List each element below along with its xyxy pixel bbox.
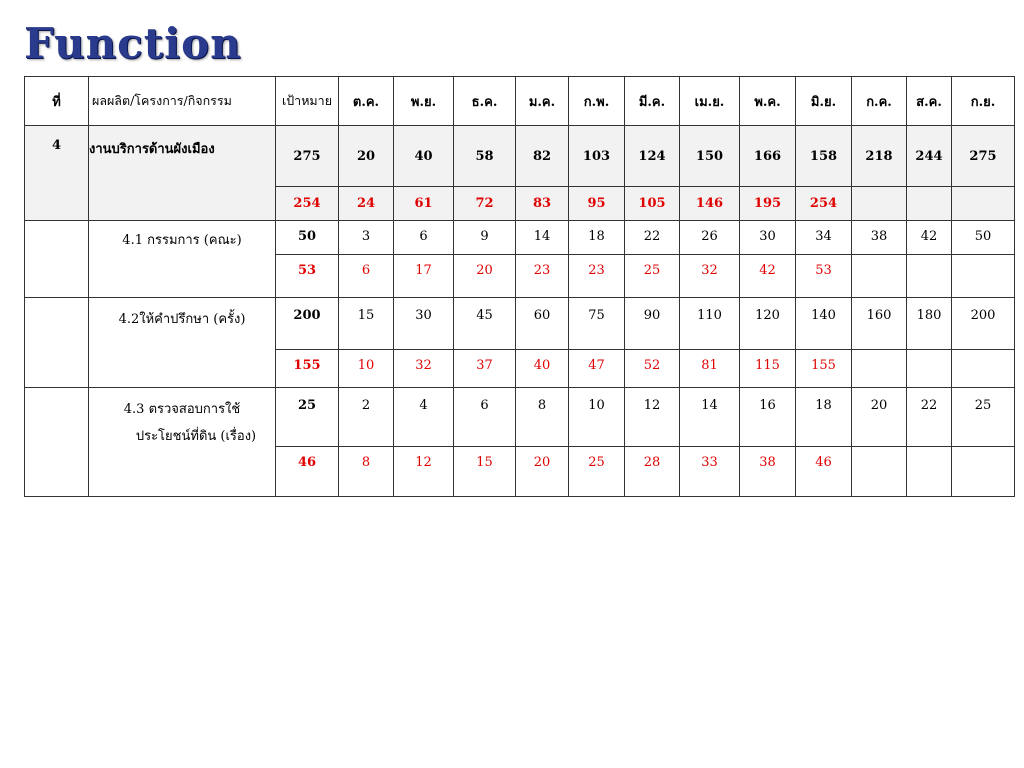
plan-cell: 4 [394,388,454,447]
activity-name-line: 4.3 ตรวจสอบการใช้ [123,402,241,417]
actual-cell: 95 [569,187,625,221]
header-month: ก.ย. [952,77,1015,126]
header-month: ธ.ค. [454,77,516,126]
actual-cell: 37 [454,350,516,388]
plan-cell: 14 [516,221,569,255]
plan-cell: 244 [907,126,952,187]
table-row-plan [25,126,1015,187]
plan-cell: 34 [796,221,852,255]
plan-cell: 50 [952,221,1015,255]
table-body [25,126,1015,497]
actual-cell: 83 [516,187,569,221]
actual-cell [952,447,1015,497]
plan-cell: 18 [796,388,852,447]
plan-cell: 103 [569,126,625,187]
actual-cell [852,350,907,388]
row-number: 4 [25,126,89,221]
header-month: มี.ค. [625,77,680,126]
plan-cell: 22 [625,221,680,255]
actual-cell: 8 [339,447,394,497]
plan-cell: 58 [454,126,516,187]
plan-cell: 150 [680,126,740,187]
actual-cell: 24 [339,187,394,221]
plan-cell: 38 [852,221,907,255]
table-row-plan [25,298,1015,350]
plan-target-cell: 50 [276,221,339,255]
table-row-plan [25,388,1015,447]
plan-target-cell: 25 [276,388,339,447]
plan-cell: 45 [454,298,516,350]
actual-cell: 46 [796,447,852,497]
plan-cell: 166 [740,126,796,187]
actual-target-cell: 155 [276,350,339,388]
actual-target-cell: 254 [276,187,339,221]
plan-cell: 6 [394,221,454,255]
actual-cell: 32 [394,350,454,388]
plan-cell: 22 [907,388,952,447]
actual-cell: 20 [454,255,516,298]
actual-cell [907,187,952,221]
plan-cell: 10 [569,388,625,447]
plan-cell: 75 [569,298,625,350]
plan-cell: 218 [852,126,907,187]
actual-cell [907,255,952,298]
actual-cell: 42 [740,255,796,298]
header-month: ส.ค. [907,77,952,126]
header-month: ต.ค. [339,77,394,126]
plan-cell: 90 [625,298,680,350]
activity-name-line: งานบริการด้านผังเมือง [89,142,215,157]
plan-cell: 9 [454,221,516,255]
actual-cell [952,255,1015,298]
plan-cell: 120 [740,298,796,350]
actual-cell: 15 [454,447,516,497]
table-row-plan [25,221,1015,255]
plan-cell: 40 [394,126,454,187]
actual-cell: 10 [339,350,394,388]
header-no: ที่ [25,77,89,126]
header-month: พ.ย. [394,77,454,126]
actual-cell: 38 [740,447,796,497]
plan-cell: 82 [516,126,569,187]
header-month: ก.พ. [569,77,625,126]
header-month: ก.ค. [852,77,907,126]
header-month: พ.ค. [740,77,796,126]
actual-cell: 61 [394,187,454,221]
plan-cell: 42 [907,221,952,255]
plan-cell: 16 [740,388,796,447]
actual-cell [952,187,1015,221]
actual-cell: 25 [569,447,625,497]
table-header [25,77,1015,126]
plan-cell: 2 [339,388,394,447]
plan-cell: 20 [852,388,907,447]
actual-cell: 23 [516,255,569,298]
header-month: ม.ค. [516,77,569,126]
plan-cell: 8 [516,388,569,447]
plan-cell: 12 [625,388,680,447]
actual-cell: 17 [394,255,454,298]
plan-cell: 60 [516,298,569,350]
activity-name [89,298,276,388]
actual-cell [952,350,1015,388]
actual-cell: 105 [625,187,680,221]
row-number [25,388,89,497]
actual-cell: 146 [680,187,740,221]
actual-cell: 155 [796,350,852,388]
actual-cell: 195 [740,187,796,221]
header-project: ผลผลิต/โครงการ/กิจกรรม [89,77,276,126]
plan-target-cell: 275 [276,126,339,187]
header-month: มิ.ย. [796,77,852,126]
actual-cell: 81 [680,350,740,388]
actual-cell: 52 [625,350,680,388]
actual-cell: 6 [339,255,394,298]
row-number [25,298,89,388]
actual-cell [907,350,952,388]
actual-cell [852,447,907,497]
plan-cell: 25 [952,388,1015,447]
plan-cell: 30 [740,221,796,255]
actual-target-cell: 46 [276,447,339,497]
activity-name [89,126,276,221]
actual-cell: 53 [796,255,852,298]
actual-cell: 20 [516,447,569,497]
actual-cell: 72 [454,187,516,221]
actual-cell: 115 [740,350,796,388]
actual-cell: 12 [394,447,454,497]
plan-cell: 275 [952,126,1015,187]
actual-cell: 23 [569,255,625,298]
header-row [25,77,1015,126]
actual-cell: 32 [680,255,740,298]
plan-cell: 20 [339,126,394,187]
plan-target-cell: 200 [276,298,339,350]
actual-cell: 25 [625,255,680,298]
plan-cell: 30 [394,298,454,350]
header-month: เม.ย. [680,77,740,126]
activity-name-line: 4.2ให้คำปรึกษา (ครั้ง) [118,312,246,327]
page-title: Function [24,19,242,68]
plan-cell: 6 [454,388,516,447]
plan-cell: 18 [569,221,625,255]
actual-cell [852,255,907,298]
plan-cell: 26 [680,221,740,255]
plan-cell: 180 [907,298,952,350]
activity-name-line: ประโยชน์ที่ดิน (เรื่อง) [135,429,257,444]
actual-cell: 47 [569,350,625,388]
actual-cell [852,187,907,221]
plan-cell: 140 [796,298,852,350]
actual-cell: 28 [625,447,680,497]
activity-name [89,221,276,298]
plan-cell: 15 [339,298,394,350]
plan-cell: 124 [625,126,680,187]
row-number [25,221,89,298]
plan-cell: 14 [680,388,740,447]
plan-cell: 3 [339,221,394,255]
header-target: เป้าหมาย [276,77,339,126]
actual-target-cell: 53 [276,255,339,298]
plan-cell: 110 [680,298,740,350]
actual-cell: 254 [796,187,852,221]
actual-cell: 40 [516,350,569,388]
activity-name [89,388,276,497]
actual-cell [907,447,952,497]
activity-name-line: 4.1 กรรมการ (คณะ) [122,233,242,248]
actual-cell: 33 [680,447,740,497]
plan-cell: 160 [852,298,907,350]
plan-cell: 200 [952,298,1015,350]
plan-table [24,76,1015,497]
plan-cell: 158 [796,126,852,187]
